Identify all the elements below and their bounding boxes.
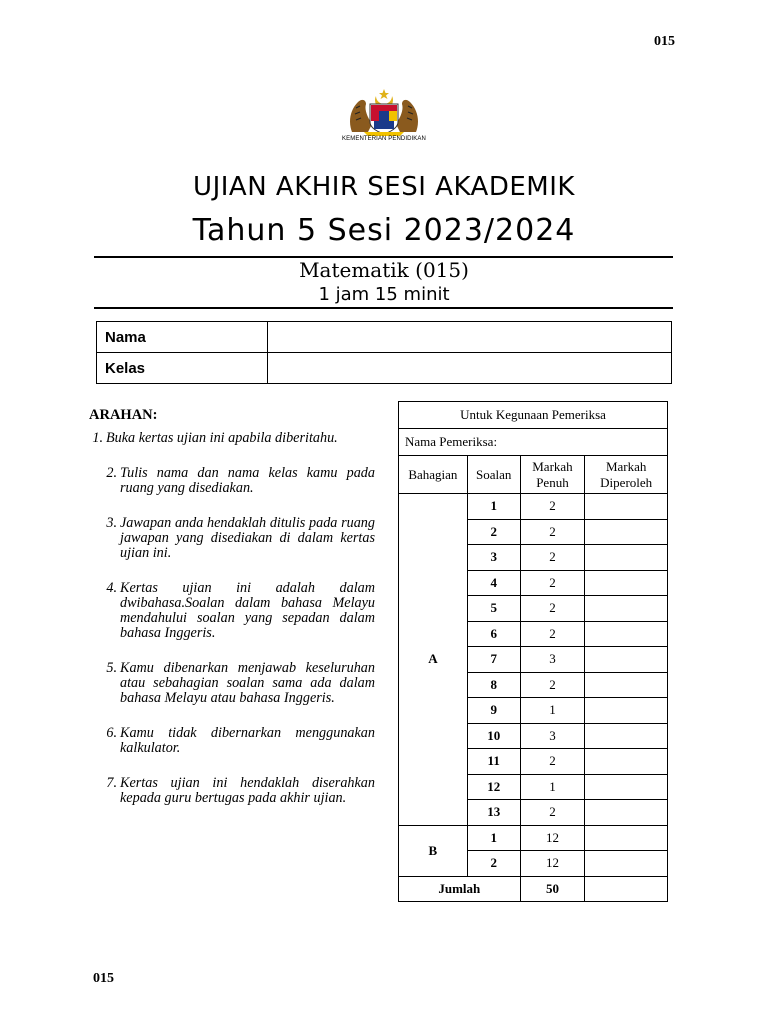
instruction-item: 6. Kamu tidak dibernarkan menggunakan kalkulator. — [106, 725, 375, 756]
exam-title: UJIAN AKHIR SESI AKADEMIK — [193, 172, 575, 202]
class-field[interactable] — [268, 353, 672, 384]
column-header-question: Soalan — [467, 456, 520, 494]
column-header-full-marks: Markah Penuh — [520, 456, 585, 494]
marks-obtained-cell[interactable] — [585, 519, 668, 545]
marks-obtained-cell[interactable] — [585, 723, 668, 749]
full-marks: 2 — [520, 519, 585, 545]
question-number: 2 — [467, 519, 520, 545]
full-marks: 2 — [520, 621, 585, 647]
section-b-label: B — [399, 825, 468, 876]
examiner-marks-table — [398, 401, 668, 902]
marks-obtained-cell[interactable] — [585, 825, 668, 851]
name-label: Nama — [97, 322, 268, 353]
full-marks: 3 — [520, 723, 585, 749]
column-header-section: Bahagian — [399, 456, 468, 494]
name-field[interactable] — [268, 322, 672, 353]
full-marks: 3 — [520, 647, 585, 673]
paper-code-top: 015 — [654, 34, 675, 49]
marks-obtained-cell[interactable] — [585, 774, 668, 800]
question-number: 7 — [467, 647, 520, 673]
question-number: 12 — [467, 774, 520, 800]
full-marks: 12 — [520, 825, 585, 851]
examiner-name-row — [399, 429, 668, 456]
full-marks: 2 — [520, 570, 585, 596]
full-marks: 2 — [520, 596, 585, 622]
marks-obtained-cell[interactable] — [585, 851, 668, 877]
paper-code-bottom: 015 — [93, 971, 114, 986]
full-marks: 2 — [520, 545, 585, 571]
question-number: 1 — [467, 494, 520, 520]
instruction-item: 7. Kertas ujian ini hendaklah diserahkan kepada guru bertugas pada akhir ujian. — [106, 775, 375, 806]
instruction-item: 2. Tulis nama dan nama kelas kamu pada ruang yang disediakan. — [106, 465, 375, 496]
question-number: 11 — [467, 749, 520, 775]
question-number: 9 — [467, 698, 520, 724]
marks-obtained-cell[interactable] — [585, 596, 668, 622]
full-marks: 2 — [520, 672, 585, 698]
marks-obtained-cell[interactable] — [585, 749, 668, 775]
instructions-heading: ARAHAN: — [89, 407, 158, 423]
student-info-table — [96, 321, 672, 384]
question-number: 6 — [467, 621, 520, 647]
total-full-marks: 50 — [520, 876, 585, 902]
marks-obtained-cell[interactable] — [585, 672, 668, 698]
class-label: Kelas — [97, 353, 268, 384]
ministry-caption: KEMENTERIAN PENDIDIKAN — [342, 136, 426, 142]
full-marks: 1 — [520, 698, 585, 724]
table-row — [399, 494, 668, 520]
name-row — [97, 322, 672, 353]
subject-title: Matematik (015) — [299, 258, 469, 282]
instruction-item: 4. Kertas ujian ini adalah dalam dwibahasa.Soalan dalam bahasa Melayu mendahului soalan yang sepadan dalam bahasa Inggeris. — [106, 580, 375, 641]
exam-duration: 1 jam 15 minit — [318, 284, 450, 305]
question-number: 2 — [467, 851, 520, 877]
full-marks: 2 — [520, 494, 585, 520]
section-a-label: A — [399, 494, 468, 826]
question-number: 5 — [467, 596, 520, 622]
instruction-item: 1. Buka kertas ujian ini apabila diberitahu. — [92, 430, 338, 446]
instructions — [89, 407, 375, 806]
total-row — [399, 876, 668, 902]
question-number: 10 — [467, 723, 520, 749]
column-header-row — [399, 456, 668, 494]
instruction-item: 3. Jawapan anda hendaklah ditulis pada ruang jawapan yang disediakan di dalam kertas ujian ini. — [106, 515, 375, 561]
question-number: 4 — [467, 570, 520, 596]
marks-obtained-cell[interactable] — [585, 698, 668, 724]
question-number: 8 — [467, 672, 520, 698]
examiner-name-label: Nama Pemeriksa: — [399, 429, 668, 456]
question-number: 1 — [467, 825, 520, 851]
full-marks: 2 — [520, 800, 585, 826]
class-row — [97, 353, 672, 384]
instruction-item: 5. Kamu dibenarkan menjawab keseluruhan atau sebahagian soalan sama ada dalam bahasa Melayu atau bahasa Inggeris. — [106, 660, 375, 706]
total-label: Jumlah — [399, 876, 521, 902]
full-marks: 12 — [520, 851, 585, 877]
full-marks: 1 — [520, 774, 585, 800]
exam-year-session: Tahun 5 Sesi 2023/2024 — [192, 213, 576, 248]
marks-obtained-cell[interactable] — [585, 621, 668, 647]
table-title: Untuk Kegunaan Pemeriksa — [399, 402, 668, 429]
total-marks-obtained-cell[interactable] — [585, 876, 668, 902]
question-number: 3 — [467, 545, 520, 571]
column-header-marks-obtained: Markah Diperoleh — [585, 456, 668, 494]
full-marks: 2 — [520, 749, 585, 775]
divider — [94, 307, 673, 309]
table-row — [399, 825, 668, 851]
marks-obtained-cell[interactable] — [585, 494, 668, 520]
marks-obtained-cell[interactable] — [585, 545, 668, 571]
table-title-row — [399, 402, 668, 429]
marks-obtained-cell[interactable] — [585, 800, 668, 826]
marks-obtained-cell[interactable] — [585, 570, 668, 596]
question-number: 13 — [467, 800, 520, 826]
marks-obtained-cell[interactable] — [585, 647, 668, 673]
